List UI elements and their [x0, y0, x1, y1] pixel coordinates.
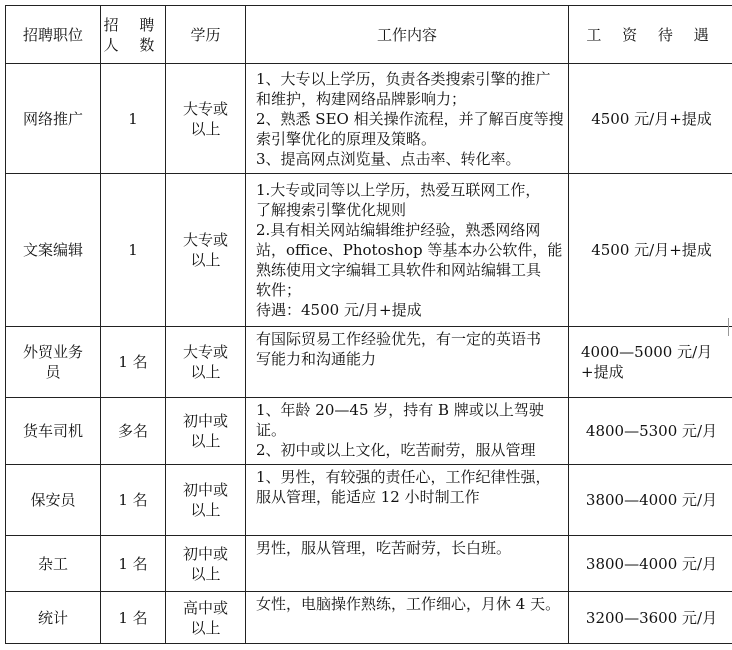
edge-mark	[728, 318, 732, 336]
table-row	[6, 64, 732, 174]
education-line: 以上	[190, 501, 221, 519]
job-duties: 女性，电脑操作熟练，工作细心，月休 4 天。	[246, 592, 569, 644]
job-count: 多名	[101, 398, 166, 465]
education-line: 以上	[190, 251, 221, 269]
job-position: 文案编辑	[6, 174, 101, 327]
table-row	[6, 174, 732, 327]
table-row	[6, 398, 732, 465]
education-line: 初中或	[182, 481, 228, 499]
job-count: 1	[101, 64, 166, 174]
job-salary: 4800—5300 元/月	[569, 398, 732, 465]
job-duties: 1.大专或同等以上学历，热爱互联网工作， 了解搜索引擎优化规则 2.具有相关网站编辑维护经验，熟悉网络网 站，office、Photoshop 等基本办公软件，能 熟练使用文字编辑工具软件和网站编辑工具 软件； 待遇：4500 元/月+提成	[246, 174, 569, 327]
education-line: 以上	[190, 363, 221, 381]
job-position: 外贸业务 员	[6, 327, 101, 398]
job-education	[166, 465, 246, 536]
job-education	[166, 64, 246, 174]
job-salary: 3200—3600 元/月	[569, 592, 732, 644]
job-education	[166, 327, 246, 398]
job-count: 1 名	[101, 327, 166, 398]
job-count: 1	[101, 174, 166, 327]
header-count: 招 聘 人 数	[101, 6, 166, 64]
job-position: 网络推广	[6, 64, 101, 174]
table-header-row	[6, 6, 732, 64]
job-salary: 3800—4000 元/月	[569, 536, 732, 592]
job-salary: 4500 元/月+提成	[569, 64, 732, 174]
education-line: 初中或	[182, 544, 228, 563]
job-listing-table	[5, 5, 732, 644]
job-duties: 1、大专以上学历，负责各类搜索引擎的推广 和维护，构建网络品牌影响力； 2、熟悉 SEO 相关操作流程，并了解百度等搜 索引擎优化的原理及策略。 3、提高网点浏览量、点击率、转化率。	[246, 64, 569, 174]
table-row	[6, 465, 732, 536]
education-line: 大专或	[182, 231, 228, 249]
job-duties: 1、男性，有较强的责任心，工作纪律性强， 服从管理，能适应 12 小时制工作	[246, 465, 569, 536]
job-education	[166, 592, 246, 644]
education-line: 初中或	[182, 412, 228, 430]
education-line: 以上	[190, 119, 221, 138]
job-position: 保安员	[6, 465, 101, 536]
education-line: 大专或	[182, 343, 228, 361]
job-position: 统计	[6, 592, 101, 644]
job-education	[166, 398, 246, 465]
job-duties: 1、年龄 20—45 岁，持有 B 牌或以上驾驶证。 2、初中或以上文化，吃苦耐劳，服从管理	[246, 398, 569, 465]
education-line: 以上	[190, 564, 221, 583]
job-education	[166, 536, 246, 592]
job-position: 货车司机	[6, 398, 101, 465]
header-salary: 工 资 待 遇	[569, 6, 732, 64]
job-count: 1 名	[101, 465, 166, 536]
job-education	[166, 174, 246, 327]
education-line: 以上	[190, 432, 221, 450]
header-position: 招聘职位	[6, 6, 101, 64]
education-line: 高中或	[182, 598, 228, 617]
job-salary: 4000—5000 元/月 +提成	[569, 327, 732, 398]
header-education: 学历	[166, 6, 246, 64]
table-row	[6, 592, 732, 644]
job-count: 1 名	[101, 536, 166, 592]
job-position: 杂工	[6, 536, 101, 592]
table-row	[6, 327, 732, 398]
job-salary: 4500 元/月+提成	[569, 174, 732, 327]
job-duties: 有国际贸易工作经验优先，有一定的英语书 写能力和沟通能力	[246, 327, 569, 398]
job-count: 1 名	[101, 592, 166, 644]
education-line: 以上	[190, 618, 221, 637]
job-duties: 男性，服从管理，吃苦耐劳，长白班。	[246, 536, 569, 592]
job-salary: 3800—4000 元/月	[569, 465, 732, 536]
education-line: 大专或	[182, 99, 228, 118]
header-duties: 工作内容	[246, 6, 569, 64]
table-row	[6, 536, 732, 592]
